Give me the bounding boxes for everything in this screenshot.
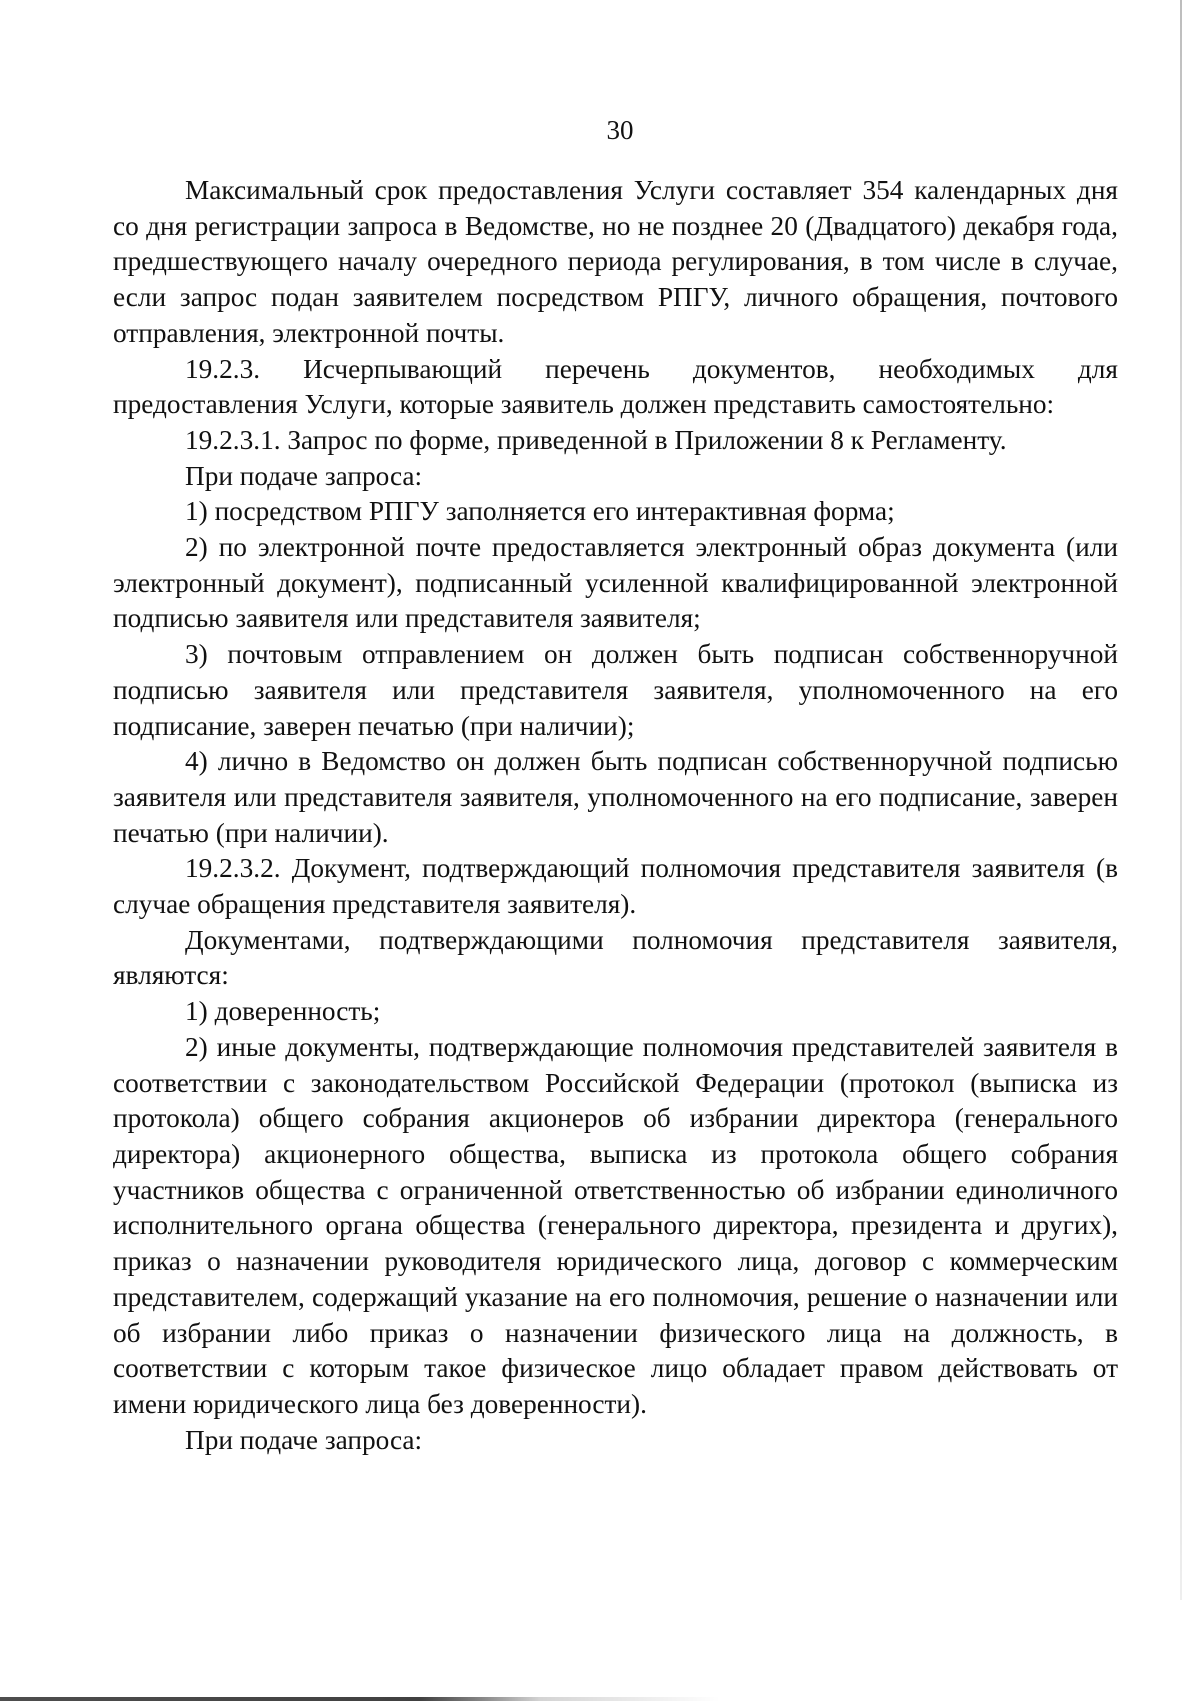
list-item-email: 2) по электронной почте предоставляется электронный образ документа (или электронный документ), подписанный усиленной квалифицированной электронной подписью заявителя или представителя заявителя; [113, 532, 1118, 634]
list-item-post: 3) почтовым отправлением он должен быть подписан собственноручной подписью заявителя или представителя заявителя, уполномоченного на его подписание, заверен печатью (при наличии); [113, 639, 1118, 741]
list-item-in-person: 4) лично в Ведомство он должен быть подписан собственноручной подписью заявителя или представителя заявителя, уполномоченного на его подписание, заверен печатью (при наличии). [113, 746, 1118, 848]
list-item-other-docs: 2) иные документы, подтверждающие полномочия представителей заявителя в соответствии с законодательством Российской Федерации (протокол (выписка из протокола) общего собрания акционеров об избрании директора (генерального директора) акционерного общества, выписка из протокола общего собрания участников общества с ограниченной ответственностью об избрании единоличного исполнительного органа общества (генерального директора, президента и других), приказ о назначении руководителя юридического лица, договор с коммерческим представителем, содержащий указание на его полномочия, решение о назначении или об избрании либо приказ о назначении физического лица на должность, в соответствии с которым такое физическое лицо обладает правом действовать от имени юридического лица без доверенности). [113, 1031, 1118, 1419]
paragraph-submission-intro: При подаче запроса: [185, 460, 423, 491]
document-body [113, 173, 1118, 1458]
paragraph-19-2-3: 19.2.3. Исчерпывающий перечень документов, необходимых для предоставления Услуги, которые заявитель должен представить самостоятельно: [113, 353, 1118, 420]
scan-edge-right [1180, 0, 1182, 1600]
paragraph-authority-docs: Документами, подтверждающими полномочия представителя заявителя, являются: [113, 924, 1118, 991]
list-item-power-of-attorney: 1) доверенность; [185, 996, 381, 1027]
list-item-rpgu: 1) посредством РПГУ заполняется его интерактивная форма; [185, 496, 895, 527]
page-number: 30 [606, 115, 634, 145]
paragraph-19-2-3-1: 19.2.3.1. Запрос по форме, приведенной в Приложении 8 к Регламенту. [185, 424, 1007, 455]
paragraph-submission-intro-2: При подаче запроса: [185, 1424, 423, 1455]
scan-edge-bottom [0, 1697, 1200, 1701]
paragraph-max-term: Максимальный срок предоставления Услуги составляет 354 календарных дня со дня регистрации запроса в Ведомстве, но не позднее 20 (Двадцатого) декабря года, предшествующего началу очередного периода регулирования, в том числе в случае, если запрос подан заявителем посредством РПГУ, личного обращения, почтового отправления, электронной почты. [113, 175, 1118, 348]
paragraph-19-2-3-2: 19.2.3.2. Документ, подтверждающий полномочия представителя заявителя (в случае обращения представителя заявителя). [113, 853, 1118, 920]
